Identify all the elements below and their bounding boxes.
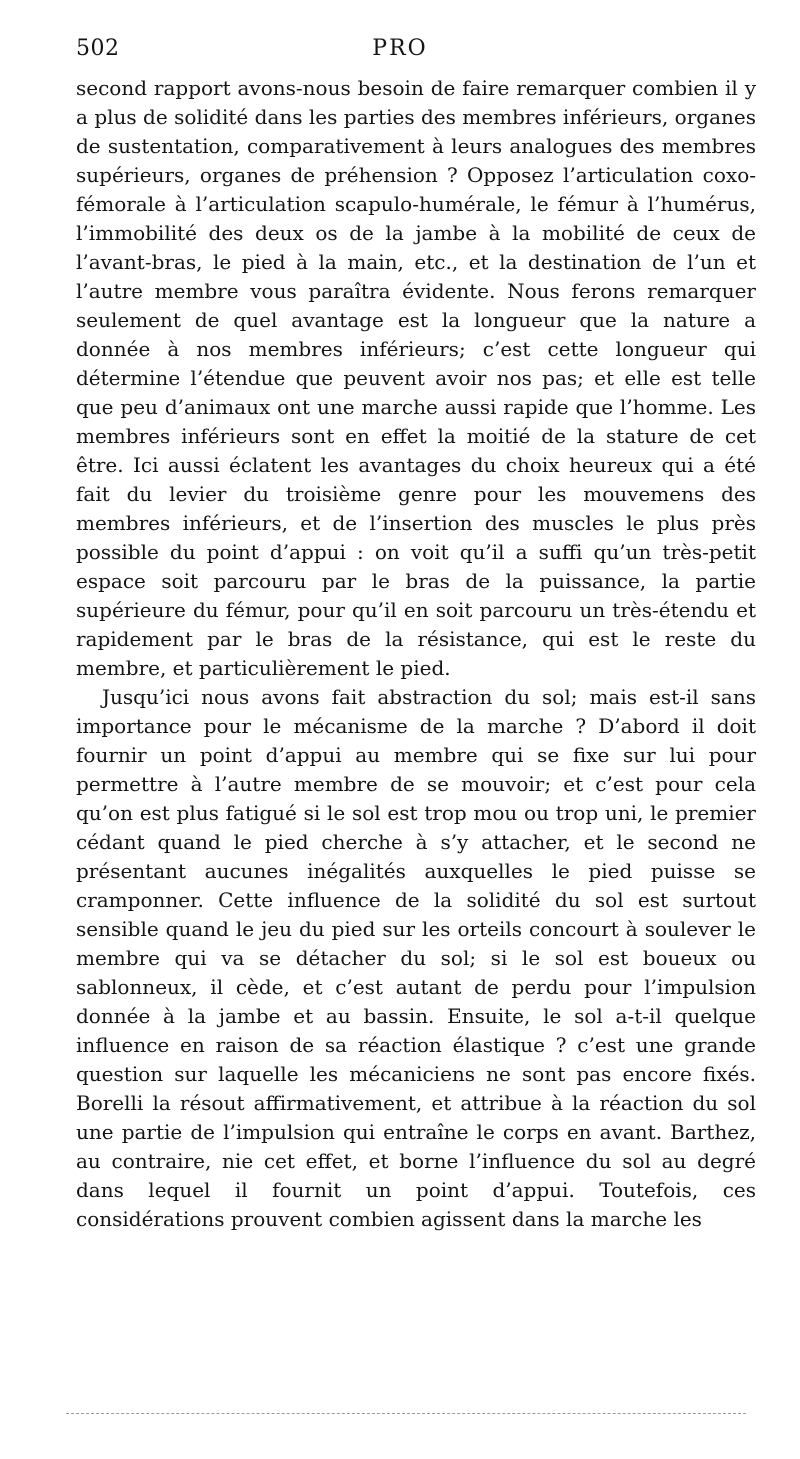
page-number: 502 [76,36,120,61]
body-text [76,74,756,1234]
running-head: PRO [372,36,428,61]
paragraph-2: Jusqu’ici nous avons fait abstraction du sol; mais est-il sans importance pour le mécanisme de la marche ? D’abord il doit fournir un point d’appui au membre qui se fixe sur lui pour permettre à l’autre membre de se mouvoir; et c’est pour cela qu’on est plus fatigué si le sol est trop mou ou trop uni, le premier cédant quand le pied cherche à s’y attacher, et le second ne présentant aucunes inégalités auxquelles le pied puisse se cramponner. Cette influence de la solidité du sol est surtout sensible quand le jeu du pied sur les orteils concourt à soulever le membre qui va se détacher du sol; si le sol est boueux ou sablonneux, il cède, et c’est autant de perdu pour l’impulsion donnée à la jambe et au bassin. Ensuite, le sol a-t-il quelque influence en raison de sa réaction élastique ? c’est une grande question sur laquelle les mécaniciens ne sont pas encore fixés. Borelli la résout affirmativement, et attribue à la réaction du sol une partie de l’impulsion qui entraîne le corps en avant. Barthez, au contraire, nie cet effet, et borne l’influence du sol au degré dans lequel il fournit un point d’appui. Toutefois, ces considérations prouvent combien agissent dans la marche les [76,685,756,1231]
paragraph-1: second rapport avons-nous besoin de faire remarquer combien il y a plus de solidité dans les parties des membres inférieurs, organes de sustentation, comparativement à leurs analogues des membres supérieurs, organes de préhension ? Opposez l’articulation coxo-fémorale à l’articulation scapulo-humérale, le fémur à l’humérus, l’immobilité des deux os de la jambe à la mobilité de ceux de l’avant-bras, le pied à la main, etc., et la destination de l’un et l’autre membre vous paraîtra évidente. Nous ferons remarquer seulement de quel avantage est la longueur que la nature a donnée à nos membres inférieurs; c’est cette longueur qui détermine l’étendue que peuvent avoir nos pas; et elle est telle que peu d’animaux ont une marche aussi rapide que l’homme. Les membres inférieurs sont en effet la moitié de la stature de cet être. Ici aussi éclatent les avantages du choix heureux qui a été fait du levier du troisième genre pour les mouvemens des membres inférieurs, et de l’insertion des muscles le plus près possible du point d’appui : on voit qu’il a suffi qu’un très-petit espace soit parcouru par le bras de la puissance, la partie supérieure du fémur, pour qu’il en soit parcouru un très-étendu et rapidement par le bras de la résistance, qui est le reste du membre, et particulièrement le pied. [76,76,756,680]
footer-rule [66,1413,746,1414]
